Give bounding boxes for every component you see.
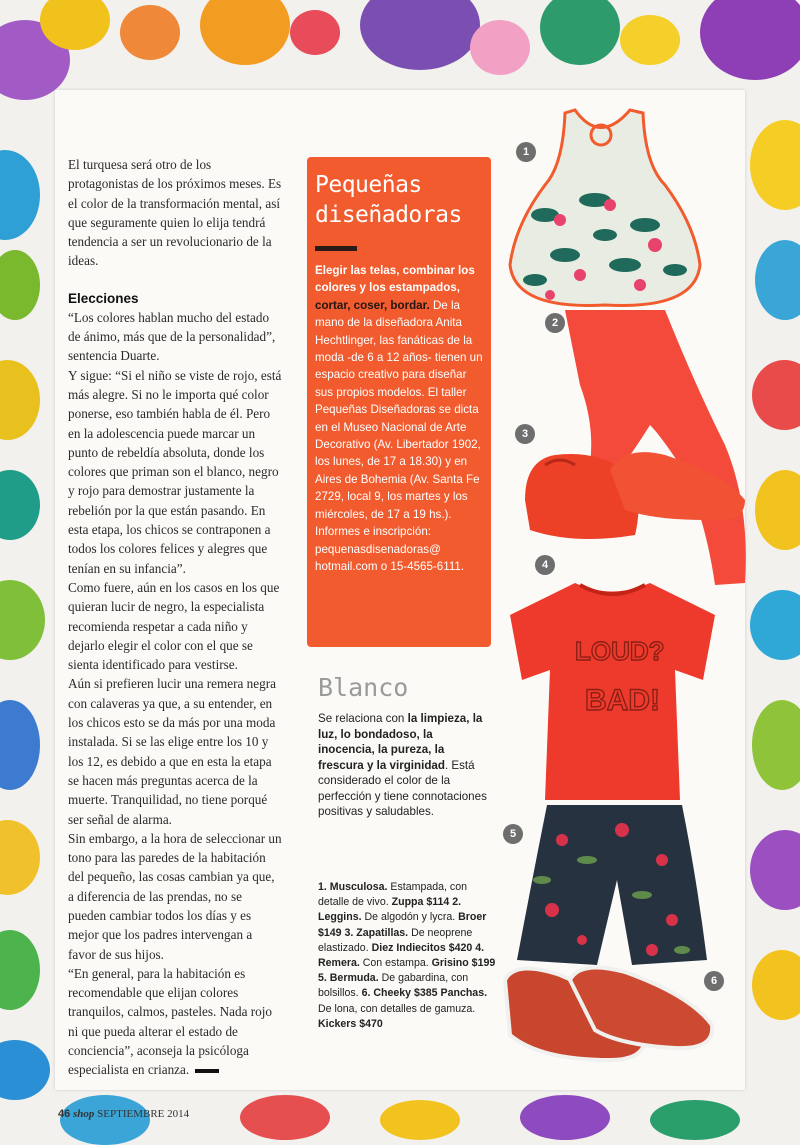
blanco-text [318,711,490,820]
section-heading: Elecciones [68,290,139,306]
tshirt-image [505,575,720,805]
paragraph-final [68,964,283,1080]
item-number-badge: 4 [535,555,555,575]
page-number: 46 [58,1108,71,1120]
credit-price: Broer $149 [318,911,487,939]
bermuda-shorts-image [512,800,712,970]
credit-desc: De algodón y lycra. [361,911,459,924]
sidebar-lead: Elegir las telas, combinar los colores y los estampados, [315,264,475,295]
issue-date: SEPTIEMBRE 2014 [97,1108,190,1120]
item-number-badge: 5 [503,824,523,844]
slip-on-shoes-image [500,960,720,1070]
magazine-brand: shop [73,1108,95,1120]
blanco-pre: Se relaciona con [318,712,405,725]
credit-desc: Con estampa. [359,957,432,970]
paragraph: Aún si prefieren lucir una remera negra con calaveras ya que, a su entender, en los chicos esto se da más por una moda instalada. Si se las elige entre los 10 y los 12, es debido a que en esta la etapa se hacen más preguntas acerca de la muerte. Tranquilidad, no tiene porqué ser señal de alarma. [68,676,276,827]
blanco-heading: Blanco [318,673,409,702]
intro-paragraph: El turquesa será otro de los protagonistas de los próximos meses. Es el color de la transformación mental, así que seguramente quien lo elija tendrá tendencia a ser un revolucionario de la ideas. [68,157,282,269]
credit-name: 2. Leggins. [318,896,462,924]
credit-desc: De neoprene elastizado. [318,926,473,954]
credit-price: Kickers $470 [318,1017,383,1030]
sidebar-body: De la mano de la diseñadora Anita Hechtlinger, las fanáticas de la moda -de 6 a 12 años- tienen un espacio creativo para diseñar sus propios modelos. El taller Pequeñas Diseñadoras se dicta en el Museo Nacional de Arte Decorativo (Av. Libertador 1902, los lunes, de 17 a 18.30) y en Aires de Bohemia (Av. Santa Fe 2729, local 9, los martes y los miércoles, de 17 a 19 hs.). Informes e inscripción: pequenasdisenadoras@ hotmail.com o 15-4565-6111. [315,298,483,573]
credit-name: 5. Bermuda. [318,972,379,985]
blanco-post: . Está considerado el color de la perfección y tiene connotaciones positivas y saludables. [318,758,487,818]
paragraph: Sin embargo, a la hora de seleccionar un tono para las paredes de la habitación del pequeño, las cosas cambian ya que, a diferencia de las prendas, no se pueden cambiar todos los días y es mejor que los padres intervengan a favor de sus hijos. [68,830,282,962]
sidebar-lead-dark: cortar, coser, bordar. [315,298,430,312]
paragraph: Como fuere, aún en los casos en los que quieran lucir de negro, la especialista recomienda respetar a cada niño y dejarlo elegir el color con el que se sienta identificado para vestirse. [68,579,280,673]
credit-desc: Estampada, con detalle de vivo. [318,881,467,909]
sidebar-title: Pequeñas diseñadoras [315,172,462,228]
credit-price: 6. Cheeky $385 [361,987,438,1000]
article-column [68,155,283,1080]
tank-top-image [505,105,705,310]
final-text: “En general, para la habitación es recomendable que elijan colores tranquilos, calmos, pasteles. Nada rojo ni que pueda alterar el estado de conciencia”, aconseja la psicóloga especialista en crianza. [68,965,272,1078]
credit-name: Panchas. [440,987,488,1000]
item-number-badge: 2 [545,313,565,333]
product-credits [318,880,496,1032]
paragraph: “Los colores hablan mucho del estado de ánimo, más que de la personalidad”, sentencia Duarte. [68,309,276,364]
blanco-bold: la limpieza, la luz, lo bondadoso, la inocencia, la pureza, la frescura y la virginidad [318,712,483,772]
sidebar-text [315,262,487,575]
sneakers-image [515,440,750,545]
item-number-badge: 3 [515,424,535,444]
credit-name: 4. Remera. [318,941,485,970]
item-number-badge: 1 [516,142,536,162]
sidebar-rule [315,246,357,251]
end-of-article-mark [195,1069,219,1073]
credit-name: 1. Musculosa. [318,881,388,893]
credit-desc: De gabardina, con bolsillos. [318,972,469,1000]
paragraph: Y sigue: “Si el niño se viste de rojo, está más alegre. Si no le importa qué color ponerse, eso también habla de él. Pero en la adolescencia puede marcar un punto de rebeldía absoluta, donde los colores que priman son el blanco, negro y rojo para demostrar justamente la rebelión por la que están pasando. En esta etapa, los chicos se contraponen a todos los colores felices y alegres que tenían en su infancia”. [68,367,282,576]
credit-desc: De lona, con detalles de gamuza. [318,1002,476,1015]
credit-price: Grisino $199 [431,957,496,970]
credit-price: Zuppa $114 [391,896,450,909]
credit-price: Diez Indiecitos $420 [371,941,473,954]
tshirt-print-top: LOUD? [575,636,665,666]
credit-name: 3. Zapatillas. [344,926,409,939]
page-footer [58,1108,189,1120]
tshirt-print-bottom: BAD! [585,684,660,717]
item-number-badge: 6 [704,971,724,991]
